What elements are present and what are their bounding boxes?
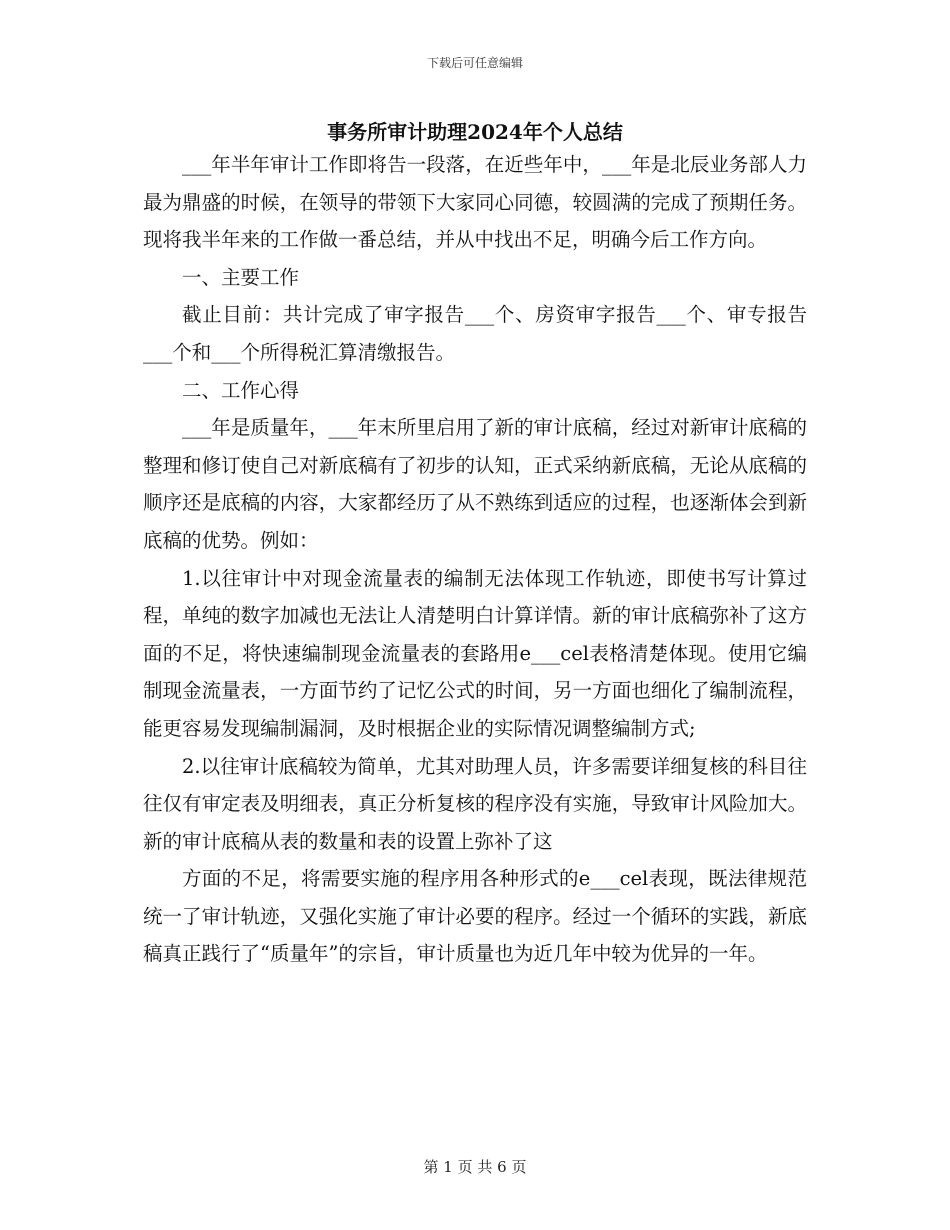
section-heading-main-work: 一、主要工作 (182, 265, 300, 289)
paragraph-intro: ___年半年审计工作即将告一段落，在近些年中，___年是北辰业务部人力最为鼎盛的时候，在领导的带领下大家同心同德，较圆满的完成了预期任务。现将我半年来的工作做一番总结，并从中找出不足，明确今后工作方向。 (143, 153, 807, 252)
document-body (143, 146, 807, 973)
document-title: 事务所审计助理2024年个人总结 (327, 120, 623, 144)
page-header-note: 下载后可任意编辑 (426, 56, 523, 70)
page-footer-indicator: 第 1 页 共 6 页 (423, 1158, 527, 1176)
paragraph-item-2: 2.以往审计底稿较为简单，尤其对助理人员，许多需要详细复核的科目往往仅有审定表及明细表，真正分析复核的程序没有实施，导致审计风险加大。新的审计底稿从表的数量和表的设置上弥补了这 (143, 754, 807, 853)
paragraph-item-1: 1.以往审计中对现金流量表的编制无法体现工作轨迹，即使书写计算过程，单纯的数字加减也无法让人清楚明白计算详情。新的审计底稿弥补了这方面的不足，将快速编制现金流量表的套路用e___cel表格清楚体现。使用它编制现金流量表，一方面节约了记忆公式的时间，另一方面也细化了编制流程，能更容易发现编制漏洞，及时根据企业的实际情况调整编制方式; (143, 566, 807, 740)
paragraph-insights-intro: ___年是质量年，___年末所里启用了新的审计底稿，经过对新审计底稿的整理和修订使自己对新底稿有了初步的认知，正式采纳新底稿，无论从底稿的顺序还是底稿的内容，大家都经历了从不熟练到适应的过程，也逐渐体会到新底稿的优势。例如： (143, 416, 807, 552)
paragraph-item-2-continued: 方面的不足，将需要实施的程序用各种形式的e___cel表现，既法律规范统一了审计轨迹，又强化实施了审计必要的程序。经过一个循环的实践，新底稿真正践行了“质量年”的宗旨，审计质量也为近几年中较为优异的一年。 (143, 867, 807, 966)
paragraph-main-work: 截止目前：共计完成了审字报告___个、房资审字报告___个、审专报告___个和___个所得税汇算清缴报告。 (143, 303, 807, 364)
section-heading-work-insights: 二、工作心得 (182, 378, 300, 402)
